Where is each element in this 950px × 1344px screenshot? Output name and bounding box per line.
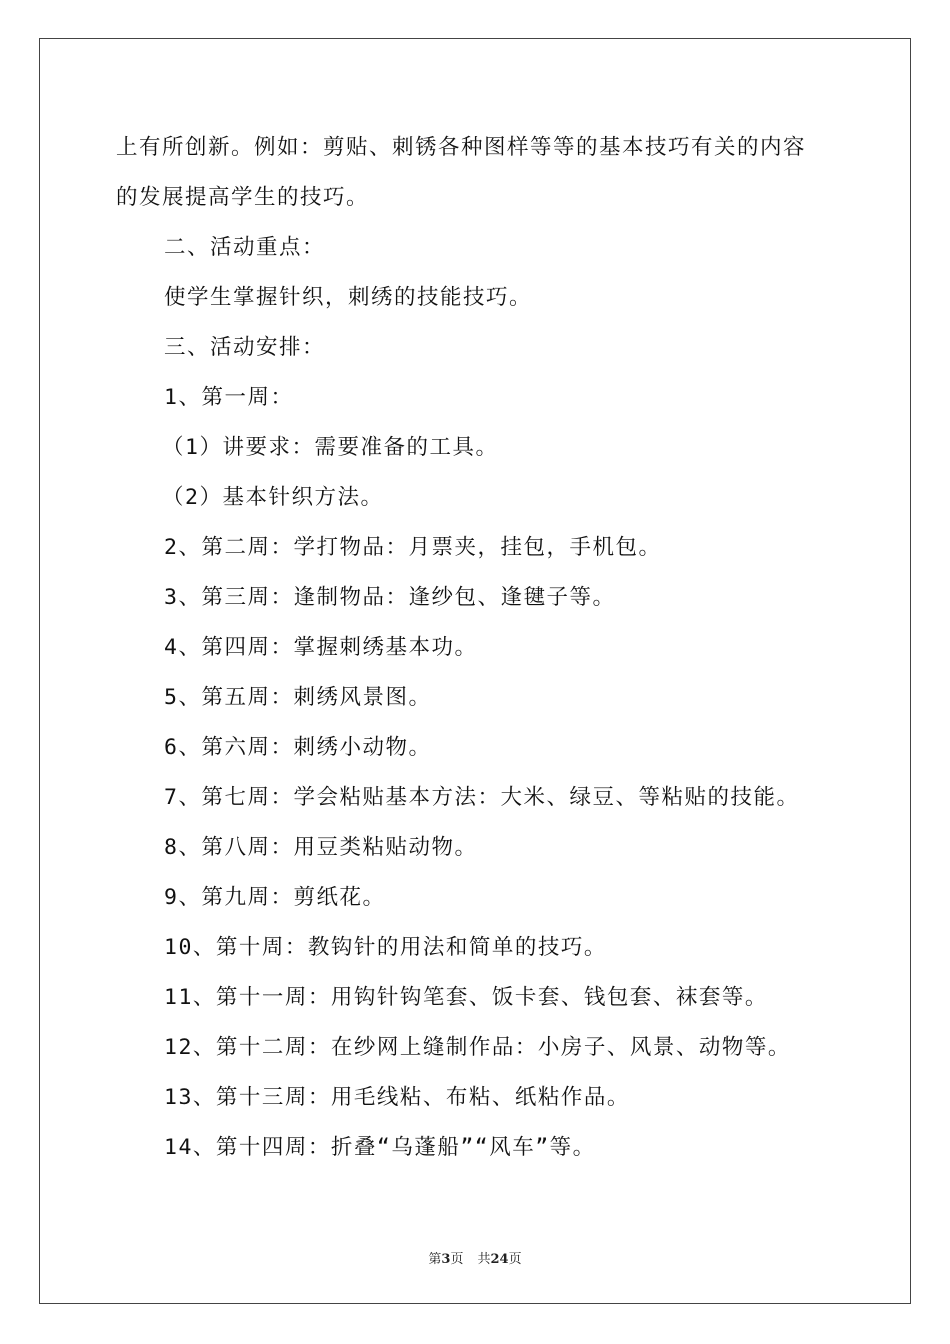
list-item: 7、第七周：学会粘贴基本方法：大米、绿豆、等粘贴的技能。 (164, 785, 800, 810)
sub-list-item: （1）讲要求：需要准备的工具。 (162, 435, 499, 460)
sub-list-item: （2）基本针织方法。 (162, 485, 384, 510)
list-item: 11、第十一周：用钩针钩笔套、饭卡套、钱包套、袜套等。 (164, 985, 768, 1010)
list-item: 14、第十四周：折叠“乌蓬船”“风车”等。 (164, 1135, 596, 1160)
document-body (116, 123, 846, 1173)
list-item: 5、第五周：刺绣风景图。 (164, 685, 432, 710)
total-suffix: 页 (508, 1252, 522, 1267)
paragraph-continuation: 上有所创新。例如：剪贴、刺锈各种图样等等的基本技巧有关的内容 (116, 135, 807, 160)
paragraph-continuation: 的发展提高学生的技巧。 (116, 185, 370, 210)
list-item: 1、第一周： (164, 385, 294, 410)
page-footer (0, 1248, 950, 1267)
list-item: 13、第十三周：用毛线粘、布粘、纸粘作品。 (164, 1085, 630, 1110)
list-item: 2、第二周：学打物品：月票夹，挂包，手机包。 (164, 535, 662, 560)
page-prefix: 第 (428, 1252, 442, 1267)
total-prefix: 共 (477, 1252, 491, 1267)
list-item: 6、第六周：刺绣小动物。 (164, 735, 432, 760)
section-heading: 三、活动安排： (164, 335, 326, 360)
list-item: 8、第八周：用豆类粘贴动物。 (164, 835, 478, 860)
list-item: 12、第十二周：在纱网上缝制作品：小房子、风景、动物等。 (164, 1035, 791, 1060)
list-item: 4、第四周：掌握刺绣基本功。 (164, 635, 478, 660)
total-pages: 24 (490, 1252, 509, 1267)
list-item: 3、第三周：逢制物品：逢纱包、逢毽子等。 (164, 585, 616, 610)
list-item: 9、第九周：剪纸花。 (164, 885, 386, 910)
list-item: 10、第十周：教钩针的用法和简单的技巧。 (164, 935, 607, 960)
section-heading: 二、活动重点： (164, 235, 326, 260)
page-number: 3 (441, 1252, 451, 1267)
page-suffix: 页 (450, 1252, 464, 1267)
paragraph: 使学生掌握针织，刺绣的技能技巧。 (164, 285, 533, 310)
